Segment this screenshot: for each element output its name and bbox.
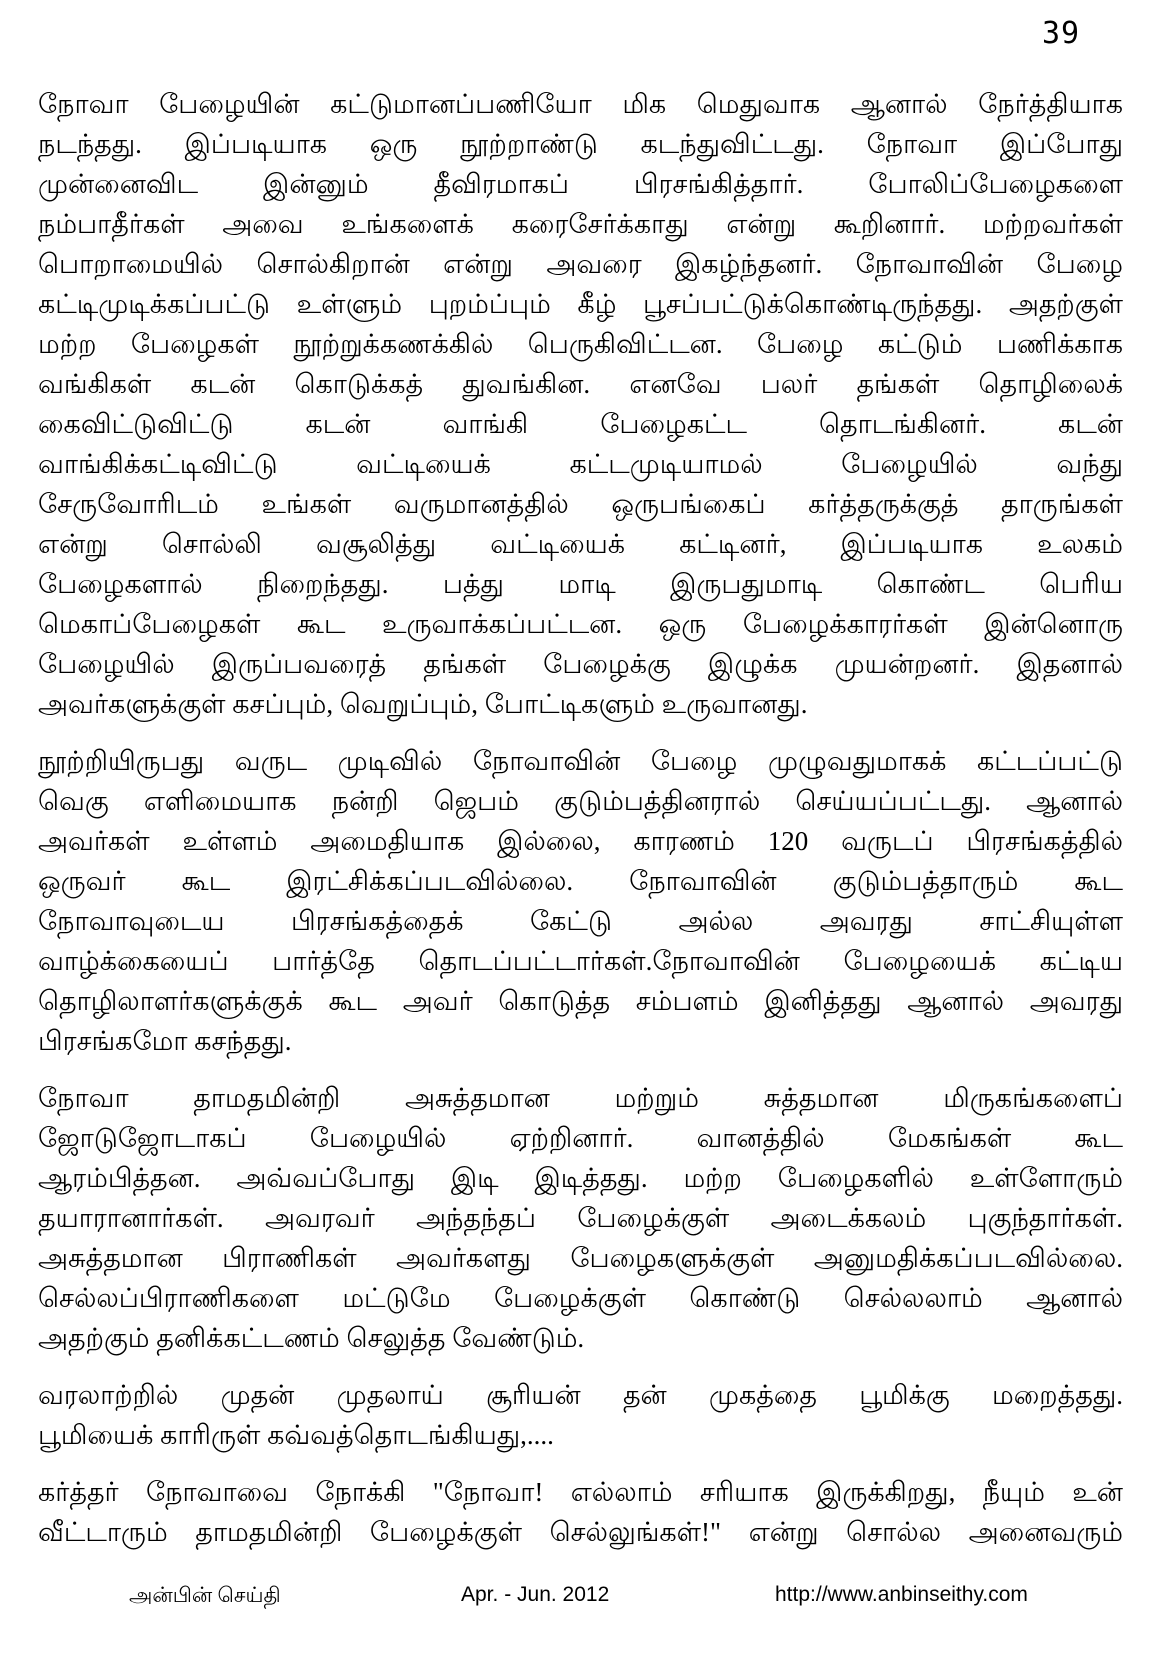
- text-line: வங்கிகள் கடன் கொடுக்கத் துவங்கின. எனவே பலர் தங்கள் தொழிலைக்: [38, 369, 1123, 399]
- footer-website-url: http://www.anbinseithy.com: [775, 1583, 1028, 1606]
- paragraph: [38, 1375, 1123, 1455]
- text-line: மெகாப்பேழைகள் கூட உருவாக்கப்பட்டன. ஒரு பேழைக்காரர்கள் இன்னொரு: [38, 609, 1123, 639]
- text-line: பூமியைக் காரிருள் கவ்வத்தொடங்கியது,....: [38, 1420, 554, 1450]
- text-line: அவர்கள் உள்ளம் அமைதியாக இல்லை, காரணம் 120 வருடப் பிரசங்கத்தில்: [38, 826, 1123, 856]
- text-line: தயாரானார்கள். அவரவர் அந்தந்தப் பேழைக்குள் அடைக்கலம் புகுந்தார்கள்.: [38, 1203, 1123, 1233]
- text-line: நூற்றியிருபது வருட முடிவில் நோவாவின் பேழை முழுவதுமாகக் கட்டப்பட்டு: [38, 746, 1123, 776]
- text-line: நோவாவுடைய பிரசங்கத்தைக் கேட்டு அல்ல அவரது சாட்சியுள்ள: [38, 906, 1123, 936]
- text-line: வெகு எளிமையாக நன்றி ஜெபம் குடும்பத்தினரால் செய்யப்பட்டது. ஆனால்: [38, 786, 1123, 816]
- body-text: [38, 84, 1123, 1569]
- text-line: வாழ்க்கையைப் பார்த்தே தொடப்பட்டார்கள்.நோவாவின் பேழையைக் கட்டிய: [38, 946, 1123, 976]
- text-line: அதற்கும் தனிக்கட்டணம் செலுத்த வேண்டும்.: [38, 1323, 585, 1353]
- text-line: நோவா தாமதமின்றி அசுத்தமான மற்றும் சுத்தமான மிருகங்களைப்: [38, 1083, 1123, 1113]
- text-line: மற்ற பேழைகள் நூற்றுக்கணக்கில் பெருகிவிட்டன. பேழை கட்டும் பணிக்காக: [38, 329, 1123, 359]
- text-line: வரலாற்றில் முதன் முதலாய் சூரியன் தன் முகத்தை பூமிக்கு மறைத்தது.: [38, 1380, 1123, 1410]
- text-line: நடந்தது. இப்படியாக ஒரு நூற்றாண்டு கடந்துவிட்டது. நோவா இப்போது: [38, 129, 1123, 159]
- text-line: முன்னைவிட இன்னும் தீவிரமாகப் பிரசங்கித்தார். போலிப்பேழைகளை: [38, 169, 1123, 199]
- text-line: பேழைகளால் நிறைந்தது. பத்து மாடி இருபதுமாடி கொண்ட பெரிய: [38, 569, 1123, 599]
- text-line: கைவிட்டுவிட்டு கடன் வாங்கி பேழைகட்ட தொடங்கினர். கடன்: [38, 409, 1123, 439]
- text-line: கர்த்தர் நோவாவை நோக்கி "நோவா! எல்லாம் சரியாக இருக்கிறது, நீயும் உன்: [38, 1477, 1123, 1507]
- text-line: அவர்களுக்குள் கசப்பும், வெறுப்பும், போட்டிகளும் உருவானது.: [38, 689, 808, 719]
- paragraph: [38, 84, 1123, 724]
- text-line: நம்பாதீர்கள் அவை உங்களைக் கரைசேர்க்காது என்று கூறினார். மற்றவர்கள்: [38, 209, 1123, 239]
- paragraph: [38, 1078, 1123, 1358]
- text-line: தொழிலாளர்களுக்குக் கூட அவர் கொடுத்த சம்பளம் இனித்தது ஆனால் அவரது: [38, 986, 1123, 1016]
- text-line: என்று சொல்லி வசூலித்து வட்டியைக் கட்டினர், இப்படியாக உலகம்: [38, 529, 1123, 559]
- text-line: பிரசங்கமோ கசந்தது.: [38, 1026, 292, 1056]
- text-line: வீட்டாரும் தாமதமின்றி பேழைக்குள் செல்லுங்கள்!" என்று சொல்ல அனைவரும்: [38, 1517, 1123, 1547]
- paragraph: [38, 1472, 1123, 1552]
- text-line: கட்டிமுடிக்கப்பட்டு உள்ளும் புறம்ப்பும் கீழ் பூசப்பட்டுக்கொண்டிருந்தது. அதற்குள்: [38, 289, 1123, 319]
- text-line: சேருவோரிடம் உங்கள் வருமானத்தில் ஒருபங்கைப் கர்த்தருக்குத் தாருங்கள்: [38, 489, 1123, 519]
- page-number: 39: [1042, 16, 1081, 51]
- text-line: நோவா பேழையின் கட்டுமானப்பணியோ மிக மெதுவாக ஆனால் நேர்த்தியாக: [38, 89, 1123, 119]
- text-line: வாங்கிக்கட்டிவிட்டு வட்டியைக் கட்டமுடியாமல் பேழையில் வந்து: [38, 449, 1123, 479]
- footer: [0, 1583, 1167, 1611]
- text-line: செல்லப்பிராணிகளை மட்டுமே பேழைக்குள் கொண்டு செல்லலாம் ஆனால்: [38, 1283, 1123, 1313]
- text-line: பொறாமையில் சொல்கிறான் என்று அவரை இகழ்ந்தனர். நோவாவின் பேழை: [38, 249, 1123, 279]
- text-line: ஆரம்பித்தன. அவ்வப்போது இடி இடித்தது. மற்ற பேழைகளில் உள்ளோரும்: [38, 1163, 1123, 1193]
- footer-journal-title: அன்பின் செய்தி: [129, 1583, 281, 1607]
- footer-issue-date: Apr. - Jun. 2012: [461, 1583, 610, 1606]
- text-line: ஒருவர் கூட இரட்சிக்கப்படவில்லை. நோவாவின் குடும்பத்தாரும் கூட: [38, 866, 1123, 896]
- paragraph: [38, 741, 1123, 1061]
- text-line: ஜோடுஜோடாகப் பேழையில் ஏற்றினார். வானத்தில் மேகங்கள் கூட: [38, 1123, 1123, 1153]
- text-line: அசுத்தமான பிராணிகள் அவர்களது பேழைகளுக்குள் அனுமதிக்கப்படவில்லை.: [38, 1243, 1123, 1273]
- text-line: பேழையில் இருப்பவரைத் தங்கள் பேழைக்கு இழுக்க முயன்றனர். இதனால்: [38, 649, 1123, 679]
